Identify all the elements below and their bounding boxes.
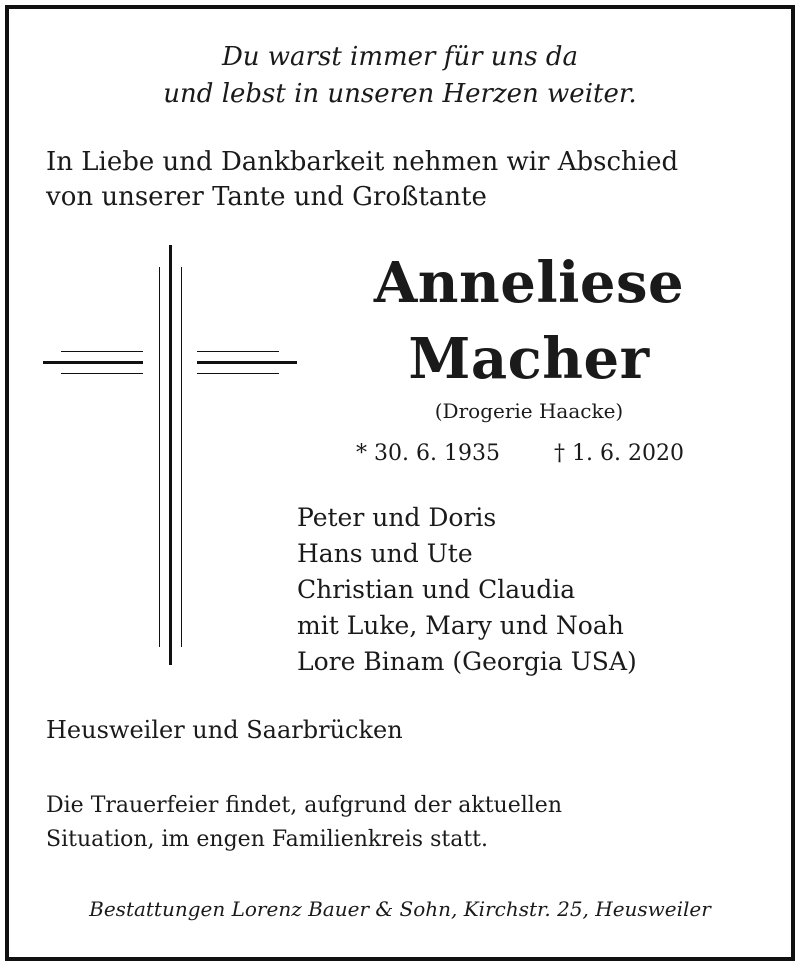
deceased-note: (Drogerie Haacke): [434, 399, 624, 423]
cross-icon: [39, 245, 309, 665]
funeral-home: Bestattungen Lorenz Bauer & Sohn, Kirchstr. 25, Heusweiler: [89, 897, 711, 921]
motto-line-1: Du warst immer für uns da: [221, 42, 579, 72]
mourner-line: Lore Binam (Georgia USA): [297, 647, 637, 676]
obituary-notice: [5, 5, 795, 961]
notice-line-1: Die Trauerfeier findet, aufgrund der aktuellen: [46, 793, 562, 818]
birth-date: * 30. 6. 1935: [356, 441, 500, 466]
mourner-line: Hans und Ute: [297, 539, 473, 568]
place-line: Heusweiler und Saarbrücken: [46, 716, 403, 744]
mourner-line: Peter und Doris: [297, 503, 497, 532]
deceased-last-name: Macher: [408, 326, 650, 392]
death-date: † 1. 6. 2020: [554, 441, 684, 466]
mourners-list: [297, 500, 637, 680]
motto-line-2: und lebst in unseren Herzen weiter.: [163, 79, 637, 109]
mourner-line: Christian und Claudia: [297, 575, 576, 604]
intro-line-2: von unserer Tante und Großtante: [46, 182, 487, 212]
motto: [9, 39, 791, 113]
intro-text: [46, 145, 678, 215]
intro-line-1: In Liebe und Dankbarkeit nehmen wir Abschied: [46, 147, 679, 177]
ceremony-notice: [46, 789, 562, 857]
deceased-first-name: Anneliese: [373, 250, 685, 316]
notice-line-2: Situation, im engen Familienkreis statt.: [46, 827, 489, 852]
mourner-line: mit Luke, Mary und Noah: [297, 611, 624, 640]
